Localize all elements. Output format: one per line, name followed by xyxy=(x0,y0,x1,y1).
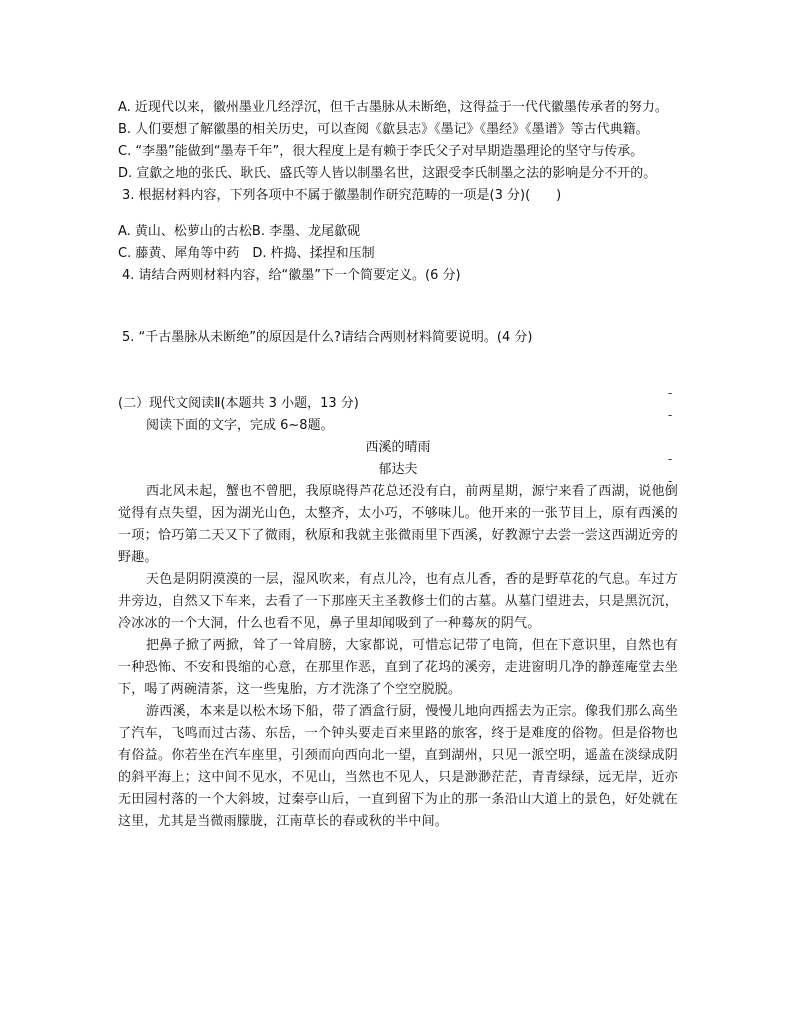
question-3-options-cd: C. 藤黄、犀角等中药 D. 杵捣、揉捏和压制 xyxy=(118,246,375,261)
article-title: 西溪的晴雨 xyxy=(365,440,431,455)
question-3-options-ab: A. 黄山、松萝山的古松B. 李墨、龙尾歙砚 xyxy=(118,224,361,239)
answer-line-dash: - xyxy=(668,474,673,488)
question-3-stem: 3. 根据材料内容，下列各项中不属于徽墨制作研究范畴的一项是(3 分)( ) xyxy=(122,188,562,203)
document-page xyxy=(118,97,678,833)
question-5-stem: 5. “千古墨脉从未断绝”的原因是什么?请结合两则材料简要说明。(4 分) xyxy=(122,330,533,345)
option-a-q2: A. 近现代以来，徽州墨业几经浮沉，但千古墨脉从未断绝，这得益于一代代徽墨传承者的努力。 xyxy=(118,100,668,115)
section-2-instruction: 阅读下面的文字，完成 6~8题。 xyxy=(146,418,334,433)
option-c-q2: C. “李墨”能做到“墨寿千年”，很大程度上是有赖于李氏父子对早期造墨理论的坚守与传承。 xyxy=(118,144,644,159)
article-paragraph: 西北风未起，蟹也不曾肥，我原晓得芦花总还没有白，前两星期，源宁来看了西湖，说他倒觉得有点失望，因为湖光山色，太整齐，太小巧，不够味儿。他开来的一张节目上，原有西溪的一项；恰巧第二天又下了微雨，秋原和我就主张微雨里下西溪，好教源宁去尝一尝这西湖近旁的野趣。 xyxy=(118,484,678,565)
article-paragraph: 天色是阴阴漠漠的一层，湿风吹来，有点儿冷，也有点儿香，香的是野草花的气息。车过方井旁边，自然又下车来，去看了一下那座天主圣教修士们的古墓。从墓门望进去，只是黑沉沉，冷冰冰的一个大洞，什么也看不见，鼻子里却闻吸到了一种蓦灰的阴气。 xyxy=(118,572,678,631)
question-4-stem: 4. 请结合两则材料内容，给“徽墨”下一个简要定义。(6 分) xyxy=(122,268,461,283)
option-b-q2: B. 人们要想了解徽墨的相关历史，可以查阅《歙县志》《墨记》《墨经》《墨谱》等古代典籍。 xyxy=(118,122,649,137)
option-d-q2: D. 宣歙之地的张氏、耿氏、盛氏等人皆以制墨名世，这跟受李氏制墨之法的影响是分不开的。 xyxy=(118,166,657,181)
article-paragraph: 游西溪，本来是以松木场下船，带了酒盒行厨，慢慢儿地向西摇去为正宗。像我们那么高坐了汽车，飞鸣而过古荡、东岳，一个钟头要走百来里路的旅客，终于是难度的俗物。但是俗物也有俗益。你若坐在汽车座里，引颈而向西向北一望，直到湖州，只见一派空明，遥盖在淡绿成阴的斜平海上；这中间不见水，不见山，当然也不见人，只是渺渺茫茫，青青绿绿，远无岸，近亦无田园村落的一个大斜坡，过秦亭山后，一直到留下为止的那一条沿山大道上的景色，好处就在这里，尤其是当微雨朦胧，江南草长的春或秋的半中间。 xyxy=(118,704,678,829)
answer-line-dash: - xyxy=(668,386,673,400)
section-2-heading: (二）现代文阅读Ⅱ(本题共 3 小题，13 分) xyxy=(118,396,359,411)
answer-line-dash: - xyxy=(668,452,673,466)
article-author: 郁达夫 xyxy=(378,462,418,477)
article-paragraph: 把鼻子掀了两掀，耸了一耸肩膀，大家都说，可惜忘记带了电筒，但在下意识里，自然也有一种恐怖、不安和畏缩的心意，在那里作恶，直到了花坞的溪旁，走进窗明几净的静莲庵堂去坐下，喝了两碗清茶，这一些鬼胎，方才洗涤了个空空脱脱。 xyxy=(118,638,678,697)
answer-line-dash: - xyxy=(668,408,673,422)
